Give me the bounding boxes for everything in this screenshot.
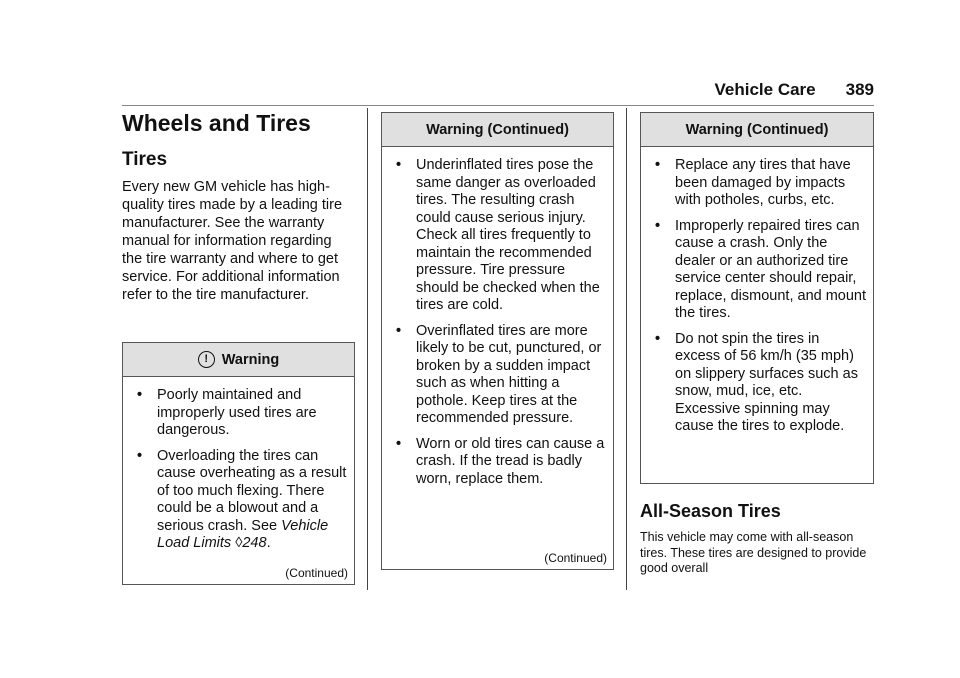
- list-item: [396, 157, 607, 315]
- page-ref-arrow-icon: ◊: [235, 535, 243, 551]
- list-item-text: Poorly maintained and improperly used tires are dangerous.: [157, 387, 317, 438]
- warning-list: [123, 377, 354, 553]
- bullet: •: [396, 157, 402, 173]
- vehicle-load-limits-link[interactable]: Vehicle Load Limits: [157, 517, 329, 551]
- bullet: •: [655, 157, 661, 173]
- list-item-text: Replace any tires that have been damaged by impacts with potholes, curbs, etc.: [675, 157, 851, 208]
- list-item: [655, 331, 867, 436]
- list-item-text: Overloading the tires can cause overheating as a result of too much flexing. There could be a blowout and a serious crash. See: [157, 447, 347, 534]
- all-season-heading: All-Season Tires: [640, 501, 781, 521]
- page-ref-number[interactable]: 248: [242, 535, 267, 551]
- warning-box-continued: [640, 112, 874, 484]
- bullet: •: [137, 387, 143, 403]
- tires-intro-text: Every new GM vehicle has high-quality tires made by a leading tire manufacturer. See the warranty manual for information regarding the tire warranty and where to get service. For additional information refer to the tire manufacturer.: [122, 179, 343, 303]
- column-divider: [367, 108, 368, 590]
- warning-title: Warning (Continued): [426, 121, 569, 138]
- warning-header: [382, 113, 613, 147]
- list-item: [396, 322, 611, 428]
- column-divider: [626, 108, 627, 590]
- bullet: •: [396, 435, 402, 452]
- warning-header: [123, 343, 354, 377]
- header-rule: [122, 105, 874, 106]
- warning-box-continued: [381, 112, 614, 570]
- list-item: [655, 218, 867, 323]
- page-number: 389: [845, 80, 874, 99]
- list-item: [137, 448, 348, 553]
- list-item: [137, 387, 348, 440]
- section-title: Vehicle Care: [714, 80, 816, 99]
- bullet: •: [655, 217, 661, 234]
- list-item-text: Overinflated tires are more likely to be cut, punctured, or broken by a sudden impact such as when hitting a pothole. Keep tires at the recommended pressure.: [416, 322, 611, 426]
- bullet: •: [137, 447, 143, 464]
- page-header: [660, 80, 874, 100]
- list-item-text: Underinflated tires pose the same danger as overloaded tires. The resulting crash could cause serious injury. Check all tires frequently to maintain the recommended pressure. Tire pressure should be checked when the tires are cold.: [416, 157, 600, 313]
- all-season-text: This vehicle may come with all-season tires. These tires are designed to provide good overall: [640, 530, 867, 575]
- list-item: [396, 436, 607, 489]
- tires-heading: Tires: [122, 149, 168, 170]
- warning-title: Warning (Continued): [685, 121, 829, 138]
- warning-box: [122, 342, 355, 585]
- warning-list: [382, 147, 613, 488]
- list-item-text: Worn or old tires can cause a crash. If the tread is badly worn, replace them.: [416, 435, 605, 487]
- sentence-end: .: [266, 535, 271, 551]
- list-item-text: Improperly repaired tires can cause a crash. Only the dealer or an authorized tire service center should repair, replace, dismount, and mount the tires.: [675, 217, 867, 321]
- bullet: •: [396, 322, 402, 339]
- warning-circle-icon: !: [198, 351, 215, 368]
- warning-header: [641, 113, 873, 147]
- list-item: [655, 157, 867, 210]
- warning-list: [641, 147, 873, 436]
- list-item-text: Do not spin the tires in excess of 56 km/h (35 mph) on slippery surfaces such as snow, mud, ice, etc. Excessive spinning may cause the tires to explode.: [675, 330, 858, 434]
- continued-label: (Continued): [544, 551, 607, 565]
- bullet: •: [655, 330, 661, 347]
- warning-title: Warning: [221, 351, 280, 368]
- continued-label: (Continued): [285, 566, 348, 580]
- page-title: Wheels and Tires: [122, 110, 311, 136]
